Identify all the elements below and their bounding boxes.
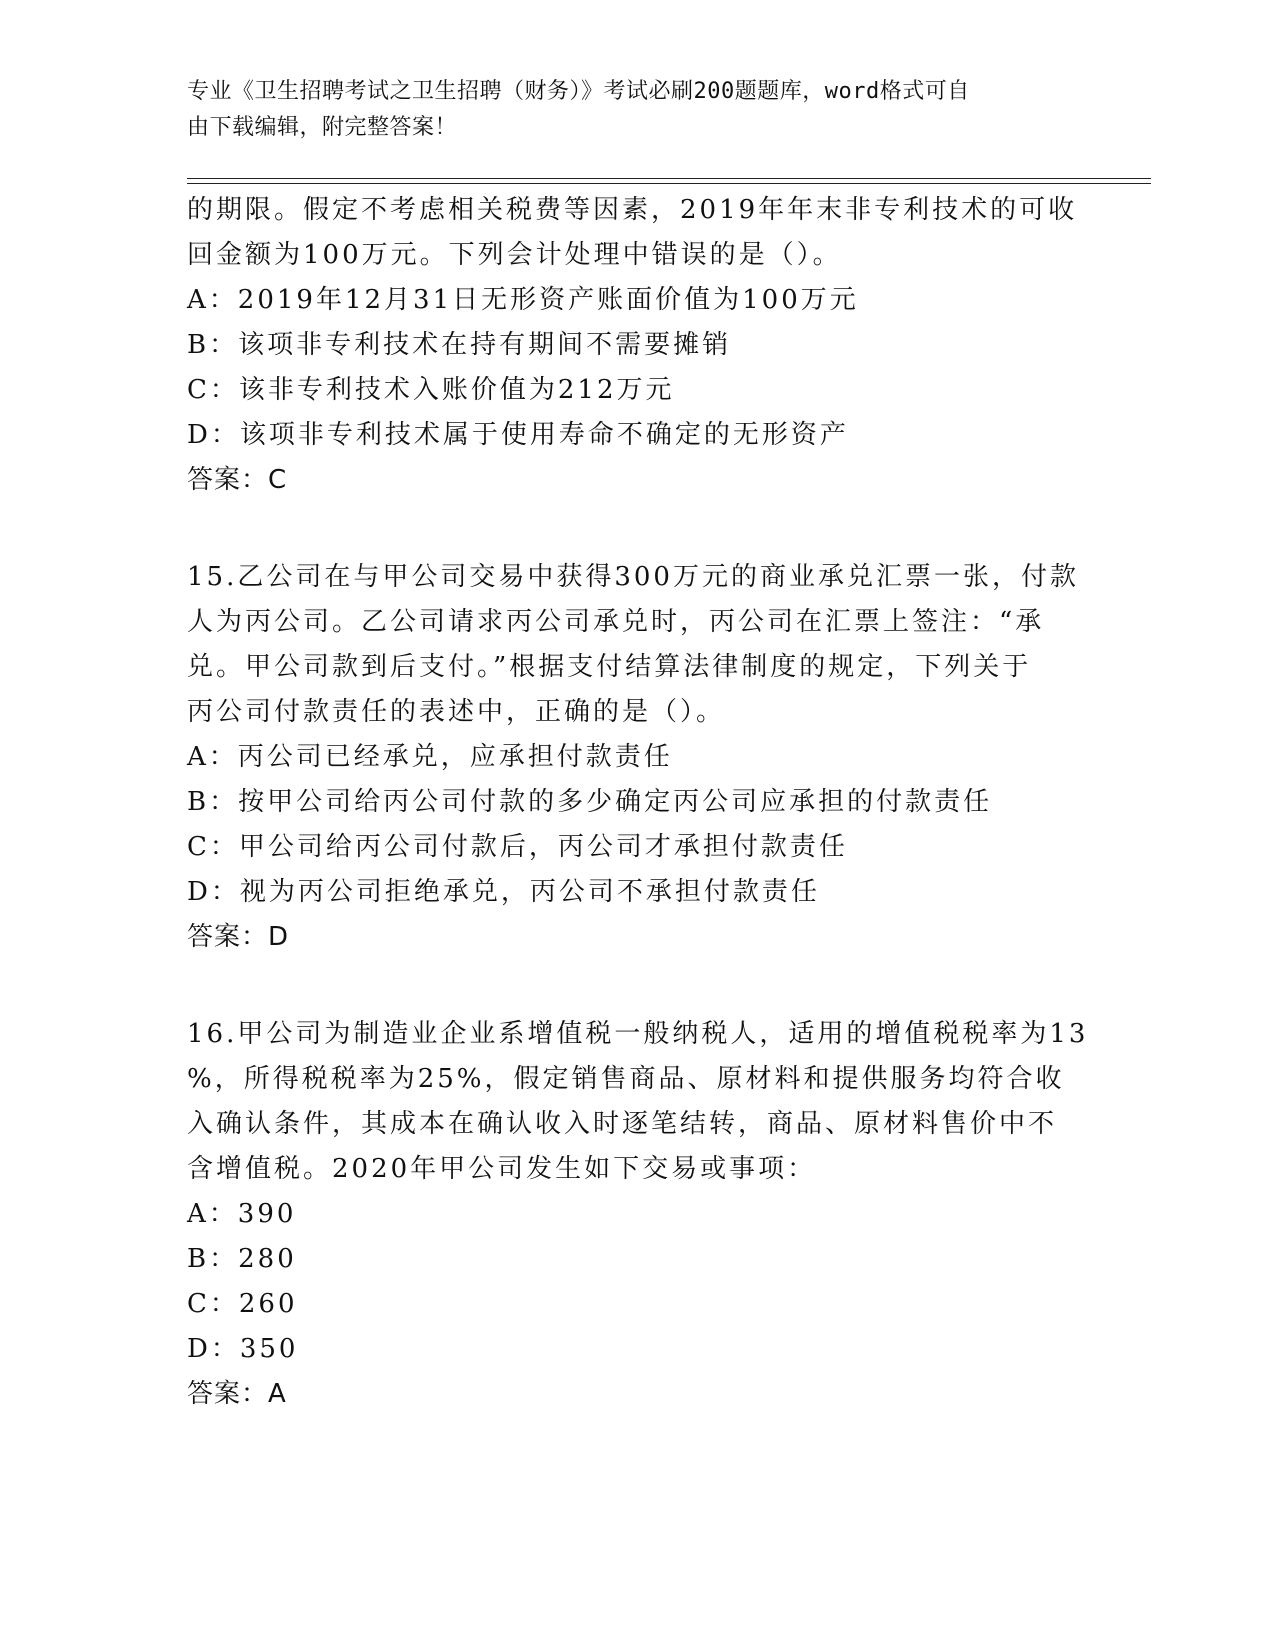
option-c: C：260 bbox=[187, 1289, 298, 1319]
option-a: A：2019年12月31日无形资产账面价值为100万元 bbox=[187, 285, 859, 315]
answer-line: 答案：C bbox=[187, 465, 288, 495]
question-16-block bbox=[187, 1012, 1087, 1417]
question-text-line: 含增值税。2020年甲公司发生如下交易或事项： bbox=[187, 1154, 817, 1184]
spacer bbox=[187, 503, 1087, 555]
option-a: A：丙公司已经承兑，应承担付款责任 bbox=[187, 742, 673, 772]
option-b: B：该项非专利技术在持有期间不需要摊销 bbox=[187, 330, 732, 360]
question-text-line: 丙公司付款责任的表述中，正确的是（）。 bbox=[187, 697, 726, 727]
document-header bbox=[187, 74, 1067, 146]
option-a: A：390 bbox=[187, 1199, 297, 1229]
option-d: D：350 bbox=[187, 1334, 299, 1364]
question-text-line: 入确认条件，其成本在确认收入时逐笔结转，商品、原材料售价中不 bbox=[187, 1109, 1058, 1139]
header-divider-top bbox=[187, 178, 1151, 179]
option-c: C：该非专利技术入账价值为212万元 bbox=[187, 375, 675, 405]
question-14-block bbox=[187, 188, 1087, 503]
option-d: D：视为丙公司拒绝承兑，丙公司不承担付款责任 bbox=[187, 877, 820, 907]
answer-line: 答案：A bbox=[187, 1379, 287, 1409]
header-line-2: 由下载编辑，附完整答案！ bbox=[187, 115, 458, 140]
question-text-line: 16.甲公司为制造业企业系增值税一般纳税人，适用的增值税税率为13 bbox=[187, 1019, 1089, 1049]
question-text-line: 兑。甲公司款到后支付。”根据支付结算法律制度的规定，下列关于 bbox=[187, 652, 1032, 682]
question-text-line: %，所得税税率为25%，假定销售商品、原材料和提供服务均符合收 bbox=[187, 1064, 1065, 1094]
option-b: B：280 bbox=[187, 1244, 297, 1274]
question-text-line: 回金额为100万元。下列会计处理中错误的是（）。 bbox=[187, 240, 842, 270]
question-text-line: 15.乙公司在与甲公司交易中获得300万元的商业承兑汇票一张，付款 bbox=[187, 562, 1079, 592]
spacer bbox=[187, 960, 1087, 1012]
option-d: D：该项非专利技术属于使用寿命不确定的无形资产 bbox=[187, 420, 849, 450]
question-text-line: 人为丙公司。乙公司请求丙公司承兑时，丙公司在汇票上签注：“承 bbox=[187, 607, 1045, 637]
header-divider-bottom bbox=[187, 183, 1151, 184]
header-line-1: 专业《卫生招聘考试之卫生招聘（财务）》考试必刷200题题库，word格式可自 bbox=[187, 79, 970, 104]
question-15-block bbox=[187, 555, 1087, 960]
option-c: C：甲公司给丙公司付款后，丙公司才承担付款责任 bbox=[187, 832, 848, 862]
answer-line: 答案：D bbox=[187, 922, 290, 952]
document-body bbox=[187, 188, 1087, 1417]
question-text-line: 的期限。假定不考虑相关税费等因素，2019年年末非专利技术的可收 bbox=[187, 195, 1078, 225]
option-b: B：按甲公司给丙公司付款的多少确定丙公司应承担的付款责任 bbox=[187, 787, 993, 817]
